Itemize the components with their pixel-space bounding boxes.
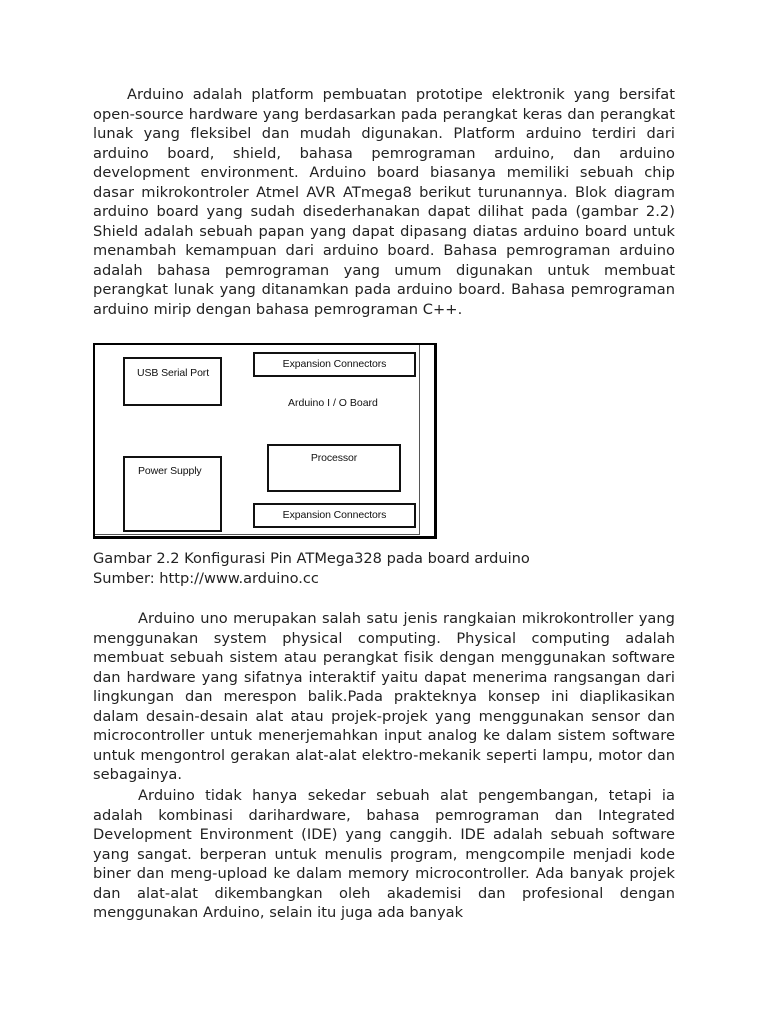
paragraph-arduino-uno: Arduino uno merupakan salah satu jenis rangkaian mikrokontroller yang menggunakan system physical computing. Physical computing adalah membuat sebuah sistem atau perangkat fisik dengan menggunakan software dan hardware yang sifatnya interaktif yaitu dapat menerima rangsangan dari lingkungan dan merespon balik.Pada prakteknya konsep ini diaplikasikan dalam desain-desain alat atau projek-projek yang menggunakan sensor dan microcontroller untuk menerjemahkan input analog ke dalam sistem software untuk mengontrol gerakan alat-alat elektro-mekanik seperti lampu, motor dan sebagainya. [93,610,675,783]
paragraph-intro: Arduino adalah platform pembuatan prototipe elektronik yang bersifat open-source hardware yang berdasarkan pada perangkat keras dan perangkat lunak yang fleksibel dan mudah digunakan. Platform arduino terdiri dari arduino board, shield, bahasa pemrograman arduino, dan arduino development environment. Arduino board biasanya memiliki sebuah chip dasar mikrokontroler Atmel AVR ATmega8 berikut turunannya. Blok diagram arduino board yang sudah disederhanakan dapat dilihat pada (gambar 2.2) Shield adalah sebuah papan yang dapat dipasang diatas arduino board untuk menambah kemampuan dari arduino board. Bahasa pemrograman arduino adalah bahasa pemrograman yang umum digunakan untuk membuat perangkat lunak yang ditanamkan pada arduino board. Bahasa pemrograman arduino mirip dengan bahasa pemrograman C++. [93,86,675,318]
processor-block [267,444,401,492]
arduino-block-diagram [93,343,437,539]
paragraph-arduino-ide: Arduino tidak hanya sekedar sebuah alat pengembangan, tetapi ia adalah kombinasi darihardware, bahasa pemrograman dan Integrated Development Environment (IDE) yang canggih. IDE adalah sebuah software yang sangat. berperan untuk menulis program, mengcompile menjadi kode biner dan meng-upload ke dalam memory microcontroller. Ada banyak projek dan alat-alat dikembangkan oleh akademisi dan profesional dengan menggunakan Arduino, selain itu juga ada banyak [93,787,675,921]
diagram-frame-right [434,343,437,539]
expansion-connectors-top-label: Expansion Connectors [282,358,387,370]
expansion-connectors-top-block [253,352,416,377]
arduino-io-board-label: Arduino I / O Board [288,397,378,409]
power-supply-label: Power Supply [138,465,202,477]
figure-caption: Gambar 2.2 Konfigurasi Pin ATMega328 pada board arduino [93,550,530,567]
figure-source: Sumber: http://www.arduino.cc [93,570,319,587]
usb-serial-port-label: USB Serial Port [137,367,210,379]
diagram-frame-bottom [93,536,437,539]
power-supply-block [123,456,222,532]
processor-label: Processor [310,452,358,464]
expansion-connectors-bottom-label: Expansion Connectors [282,509,387,521]
expansion-connectors-bottom-block [253,503,416,528]
usb-serial-port-block [123,357,222,406]
